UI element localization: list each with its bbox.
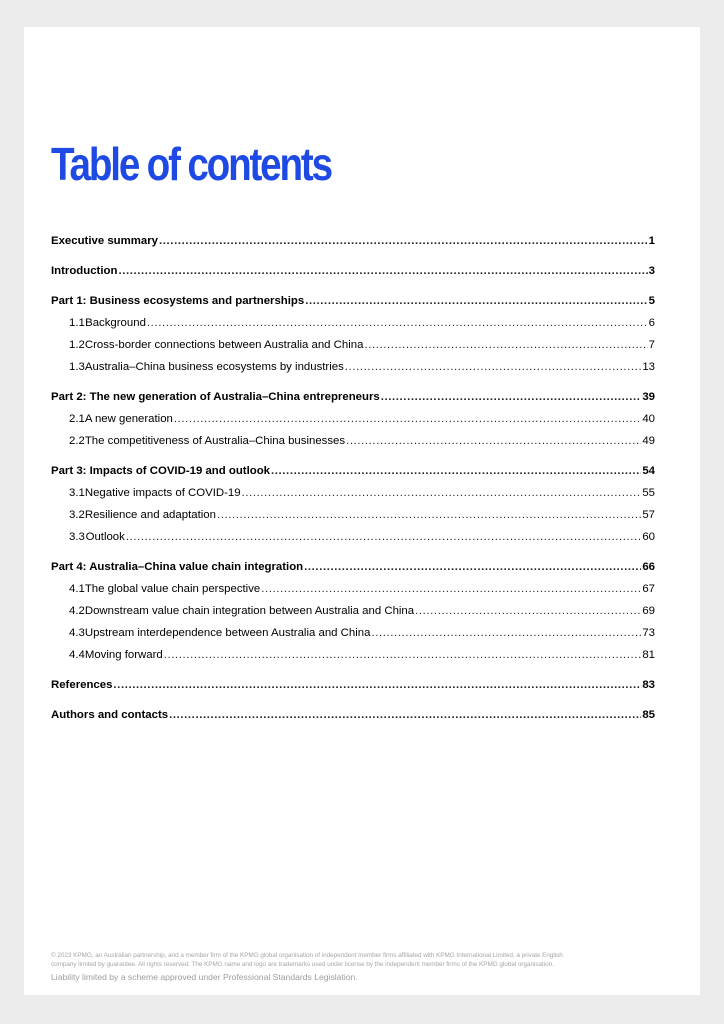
- dot-leader: [364, 338, 647, 352]
- toc-sub-entry[interactable]: [51, 330, 655, 352]
- dot-leader: [126, 530, 641, 544]
- toc-sub-entry[interactable]: [51, 618, 655, 640]
- toc-page-number: 60: [642, 531, 655, 543]
- dot-leader: [147, 316, 648, 330]
- toc-sub-entry[interactable]: [51, 574, 655, 596]
- dot-leader: [346, 434, 641, 448]
- dot-leader: [305, 294, 647, 308]
- toc-entry-label: Part 4: Australia–China value chain integration: [51, 561, 304, 573]
- toc-page-number: 6: [648, 317, 655, 329]
- dot-leader: [217, 508, 641, 522]
- toc-entry-number: 4.3: [69, 627, 85, 639]
- toc-entry-number: 4.4: [69, 649, 85, 661]
- copyright-line-1: © 2023 KPMG, an Australian partnership, and a member firm of the KPMG global organisation of independent member firms affiliated with KPMG International Limited, a private English: [51, 952, 563, 959]
- toc-page-number: 1: [648, 235, 655, 247]
- toc-page-number: 13: [642, 361, 655, 373]
- toc-entry-label: The competitiveness of Australia–China businesses: [84, 435, 346, 447]
- toc-part-entry[interactable]: [51, 374, 655, 404]
- toc-entry-label: Introduction: [51, 265, 118, 277]
- toc-entry-number: 2.1: [69, 413, 85, 425]
- toc-page-number: 83: [642, 679, 655, 691]
- toc-sub-entry[interactable]: [51, 308, 655, 330]
- toc-part-entry[interactable]: [51, 544, 655, 574]
- toc-page-number: 7: [648, 339, 655, 351]
- toc-page-number: 54: [642, 465, 655, 477]
- toc-entry-label: The global value chain perspective: [84, 583, 261, 595]
- toc-page-number: 40: [642, 413, 655, 425]
- footer: [51, 951, 671, 983]
- toc-entry-number: 2.2: [69, 435, 85, 447]
- dot-leader: [159, 234, 648, 248]
- copyright-line-2: company limited by guarantee. All rights reserved. The KPMG name and logo are trademarks used under license by the independent member firms of the KPMG global organisation.: [51, 961, 554, 968]
- toc-entry-label: Upstream interdependence between Australia and China: [84, 627, 371, 639]
- dot-leader: [174, 412, 641, 426]
- dot-leader: [118, 264, 647, 278]
- toc-page-number: 49: [642, 435, 655, 447]
- dot-leader: [164, 648, 642, 662]
- toc-page-number: 66: [642, 561, 655, 573]
- toc-part-entry[interactable]: [51, 248, 655, 278]
- toc-page-number: 3: [648, 265, 655, 277]
- toc-part-entry[interactable]: [51, 448, 655, 478]
- toc-page-number: 39: [642, 391, 655, 403]
- toc-entry-number: 1.2: [69, 339, 85, 351]
- toc-entry-label: Part 3: Impacts of COVID-19 and outlook: [51, 465, 270, 477]
- toc-sub-entry[interactable]: [51, 596, 655, 618]
- toc-sub-entry[interactable]: [51, 404, 655, 426]
- liability-statement: Liability limited by a scheme approved under Professional Standards Legislation.: [51, 972, 358, 982]
- toc-entry-number: 4.2: [69, 605, 85, 617]
- dot-leader: [345, 360, 642, 374]
- toc-entry-label: Downstream value chain integration between Australia and China: [84, 605, 415, 617]
- dot-leader: [371, 626, 641, 640]
- page-title: Table of contents: [51, 138, 331, 190]
- dot-leader: [113, 678, 641, 692]
- toc-entry-number: 3.3: [69, 531, 85, 543]
- dot-leader: [271, 464, 641, 478]
- dot-leader: [415, 604, 641, 618]
- toc-page-number: 69: [642, 605, 655, 617]
- toc-entry-label: Australia–China business ecosystems by industries: [84, 361, 344, 373]
- toc-page-number: 57: [642, 509, 655, 521]
- toc-sub-entry[interactable]: [51, 352, 655, 374]
- toc-entry-number: 3.2: [69, 509, 85, 521]
- toc-entry-label: Negative impacts of COVID-19: [84, 487, 241, 499]
- toc-page-number: 73: [642, 627, 655, 639]
- dot-leader: [304, 560, 641, 574]
- dot-leader: [169, 708, 641, 722]
- toc-sub-entry[interactable]: [51, 500, 655, 522]
- toc-part-entry[interactable]: [51, 278, 655, 308]
- toc-part-entry[interactable]: [51, 228, 655, 248]
- toc-entry-number: 1.1: [69, 317, 85, 329]
- toc-page-number: 81: [642, 649, 655, 661]
- toc-entry-label: Part 2: The new generation of Australia–China entrepreneurs: [51, 391, 380, 403]
- toc-entry-label: Outlook: [85, 531, 125, 543]
- toc-entry-label: References: [51, 679, 113, 691]
- toc-sub-entry[interactable]: [51, 522, 655, 544]
- toc-part-entry[interactable]: [51, 662, 655, 692]
- toc-page-number: 85: [642, 709, 655, 721]
- dot-leader: [381, 390, 642, 404]
- toc-page-number: 55: [642, 487, 655, 499]
- toc-page-number: 5: [648, 295, 655, 307]
- dot-leader: [261, 582, 641, 596]
- toc-entry-label: Resilience and adaptation: [84, 509, 216, 521]
- toc-entry-label: A new generation: [84, 413, 173, 425]
- toc-entry-label: Authors and contacts: [51, 709, 169, 721]
- toc-entry-number: 4.1: [69, 583, 85, 595]
- toc-entry-label: Background: [85, 317, 146, 329]
- toc-page-number: 67: [642, 583, 655, 595]
- toc-entry-label: Part 1: Business ecosystems and partnerships: [51, 295, 305, 307]
- dot-leader: [242, 486, 642, 500]
- toc-entry-number: 3.1: [69, 487, 85, 499]
- toc-entry-label: Cross-border connections between Australia and China: [84, 339, 364, 351]
- toc-entry-number: 1.3: [69, 361, 85, 373]
- toc-sub-entry[interactable]: [51, 640, 655, 662]
- document-page: [24, 27, 700, 995]
- toc-part-entry[interactable]: [51, 692, 655, 722]
- toc-sub-entry[interactable]: [51, 478, 655, 500]
- table-of-contents: [51, 228, 655, 722]
- toc-entry-label: Moving forward: [84, 649, 163, 661]
- toc-sub-entry[interactable]: [51, 426, 655, 448]
- toc-entry-label: Executive summary: [51, 235, 159, 247]
